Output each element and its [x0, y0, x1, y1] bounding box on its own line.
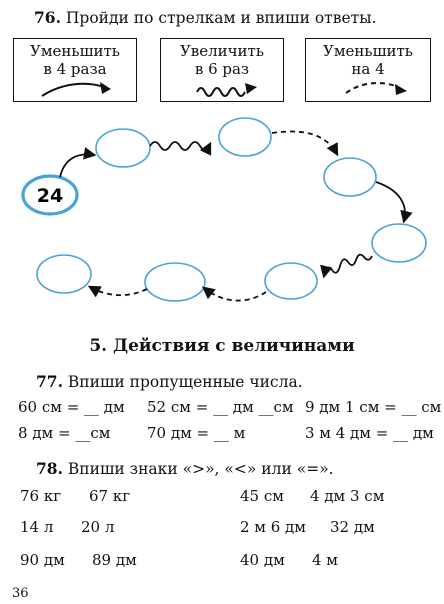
legend-label: Уменьшить в 4 раза: [30, 42, 120, 78]
answer-ellipse-7[interactable]: [37, 255, 91, 293]
task-77-heading: [36, 372, 303, 391]
compare-item: 89 дм: [92, 551, 137, 569]
compare-item: 76 кг: [20, 487, 62, 505]
compare-item: 20 л: [81, 518, 115, 536]
compare-item: 32 дм: [330, 518, 375, 536]
compare-item: 2 м 6 дм: [240, 518, 306, 536]
task-78-heading: [36, 459, 334, 478]
answer-ellipse-2[interactable]: [219, 118, 271, 156]
compare-item: 40 дм: [240, 551, 285, 569]
compare-item: 67 кг: [89, 487, 131, 505]
dashed-arrow: [204, 288, 266, 301]
task-number: 77.: [36, 372, 63, 391]
exercise-item: 70 дм = __ м: [147, 424, 246, 442]
section-title: 5. Действия с величинами: [89, 336, 355, 356]
compare-item: 4 м: [312, 551, 338, 569]
wavy-arrow: [324, 255, 372, 276]
exercise-item: 9 дм 1 см = __ см: [305, 398, 442, 416]
answer-ellipse-4[interactable]: [372, 224, 426, 262]
legend-label: Увеличить в 6 раз: [179, 42, 265, 78]
start-value: 24: [36, 185, 64, 207]
legend-label: Уменьшить на 4: [323, 42, 413, 78]
curved-arrow: [60, 154, 94, 177]
exercise-item: 52 см = __ дм __см: [147, 398, 294, 416]
exercise-item: 60 см = __ дм: [18, 398, 125, 416]
answer-ellipse-6[interactable]: [145, 263, 205, 301]
task-text: Впиши знаки «>», «<» или «=».: [67, 460, 334, 478]
exercise-item: 8 дм = __см: [18, 424, 111, 442]
task-number: 78.: [36, 459, 63, 478]
answer-ellipse-3[interactable]: [324, 158, 376, 196]
dashed-arrow: [90, 287, 147, 295]
task-text: Впиши пропущенные числа.: [67, 373, 303, 391]
answer-ellipse-1[interactable]: [96, 129, 150, 167]
compare-item: 4 дм 3 см: [310, 487, 385, 505]
compare-item: 14 л: [20, 518, 54, 536]
dashed-arrow: [272, 131, 337, 154]
compare-item: 90 дм: [20, 551, 65, 569]
page-number: 36: [12, 586, 29, 601]
task-number: 76.: [34, 8, 61, 27]
compare-item: 45 см: [240, 487, 284, 505]
task-text: Пройди по стрелкам и впиши ответы.: [65, 9, 377, 27]
answer-ellipse-5[interactable]: [265, 263, 317, 299]
exercise-item: 3 м 4 дм = __ дм: [305, 424, 434, 442]
wavy-arrow: [150, 142, 210, 150]
curved-arrow: [376, 182, 405, 221]
